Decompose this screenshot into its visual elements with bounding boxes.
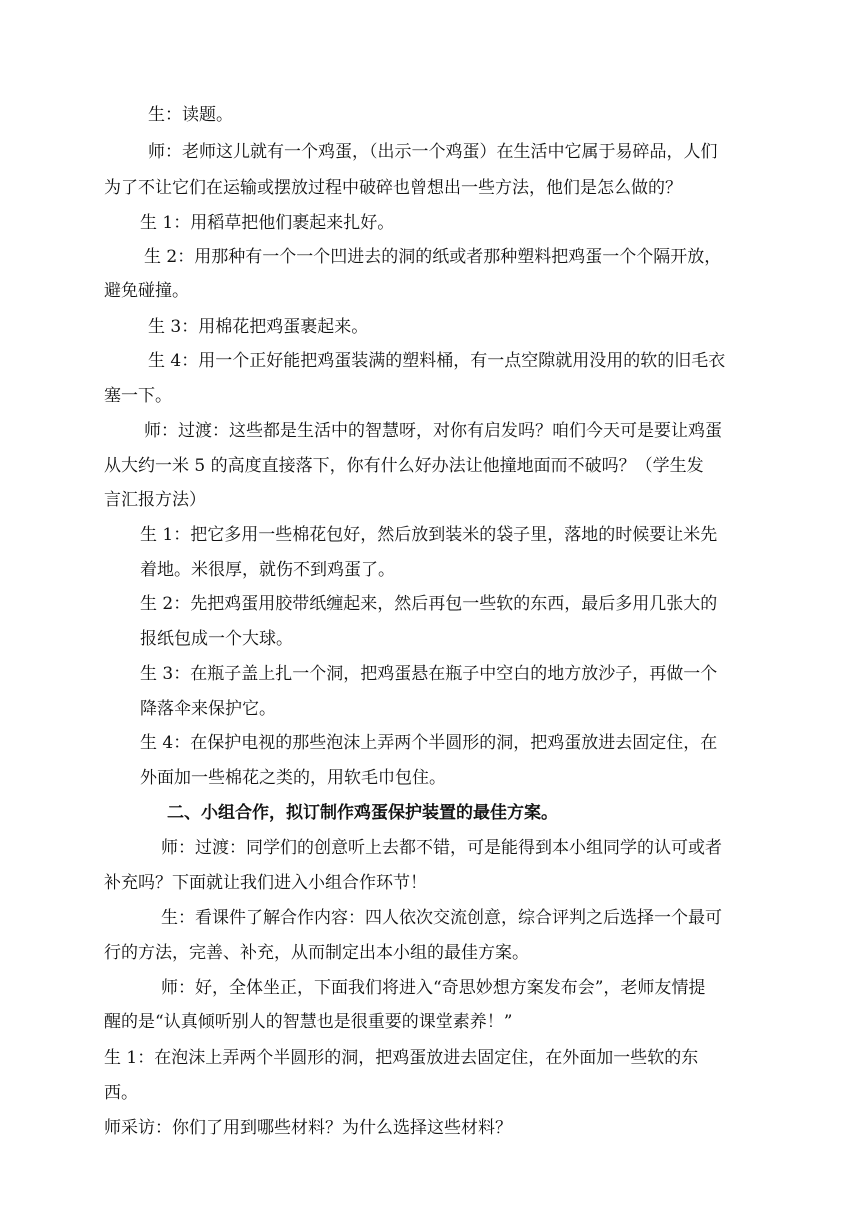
text-line: 外面加一些棉花之类的，用软毛巾包住。 <box>140 768 446 788</box>
text-line: 师：过渡：同学们的创意听上去都不错，可是能得到本小组同学的认可或者 <box>161 838 722 858</box>
text-line: 生：读题。 <box>148 105 233 125</box>
text-line: 生 4：在保护电视的那些泡沫上弄两个半圆形的洞，把鸡蛋放进去固定住，在 <box>140 733 718 753</box>
text-line: 生 1：用稻草把他们裹起来扎好。 <box>140 213 395 233</box>
text-line: 行的方法，完善、补充，从而制定出本小组的最佳方案。 <box>104 943 529 963</box>
text-line: 生 2：先把鸡蛋用胶带纸缠起来，然后再包一些软的东西，最后多用几张大的 <box>140 594 718 614</box>
text-line: 着地。米很厚，就伤不到鸡蛋了。 <box>140 560 395 580</box>
text-line: 生 3：用棉花把鸡蛋裹起来。 <box>148 317 369 337</box>
text-line: 师：老师这儿就有一个鸡蛋，（出示一个鸡蛋）在生活中它属于易碎品，人们 <box>148 142 718 162</box>
text-line: 醒的是“认真倾听别人的智慧也是很重要的课堂素养！” <box>104 1012 513 1032</box>
text-line: 师：好，全体坐正，下面我们将进入“奇思妙想方案发布会”，老师友情提 <box>161 978 706 998</box>
text-line: 生 2：用那种有一个一个凹进去的洞的纸或者那种塑料把鸡蛋一个个隔开放， <box>144 247 722 267</box>
text-line: 补充吗？下面就让我们进入小组合作环节！ <box>104 873 427 893</box>
text-line: 塞一下。 <box>104 386 172 406</box>
text-line: 生：看课件了解合作内容：四人依次交流创意，综合评判之后选择一个最可 <box>161 908 722 928</box>
text-line: 从大约一米 5 的高度直接落下，你有什么好办法让他撞地面而不破吗？（学生发 <box>104 456 704 476</box>
text-line: 言汇报方法） <box>104 490 206 510</box>
section-heading: 二、小组合作，拟订制作鸡蛋保护装置的最佳方案。 <box>167 803 558 823</box>
text-line: 西。 <box>104 1083 138 1103</box>
text-line: 避免碰撞。 <box>104 281 189 301</box>
text-line: 生 4：用一个正好能把鸡蛋装满的塑料桶，有一点空隙就用没用的软的旧毛衣 <box>148 351 726 371</box>
text-line: 降落伞来保护它。 <box>140 699 276 719</box>
text-line: 为了不让它们在运输或摆放过程中破碎也曾想出一些方法，他们是怎么做的？ <box>104 178 682 198</box>
text-line: 生 3：在瓶子盖上扎一个洞，把鸡蛋悬在瓶子中空白的地方放沙子，再做一个 <box>140 664 718 684</box>
text-line: 生 1：把它多用一些棉花包好，然后放到装米的袋子里，落地的时候要让米先 <box>140 525 718 545</box>
text-line: 报纸包成一个大球。 <box>140 629 293 649</box>
text-line: 师：过渡：这些都是生活中的智慧呀，对你有启发吗？咱们今天可是要让鸡蛋 <box>144 421 722 441</box>
text-line: 师采访：你们了用到哪些材料？为什么选择这些材料？ <box>104 1118 512 1138</box>
text-line: 生 1：在泡沫上弄两个半圆形的洞，把鸡蛋放进去固定住，在外面加一些软的东 <box>104 1048 699 1068</box>
